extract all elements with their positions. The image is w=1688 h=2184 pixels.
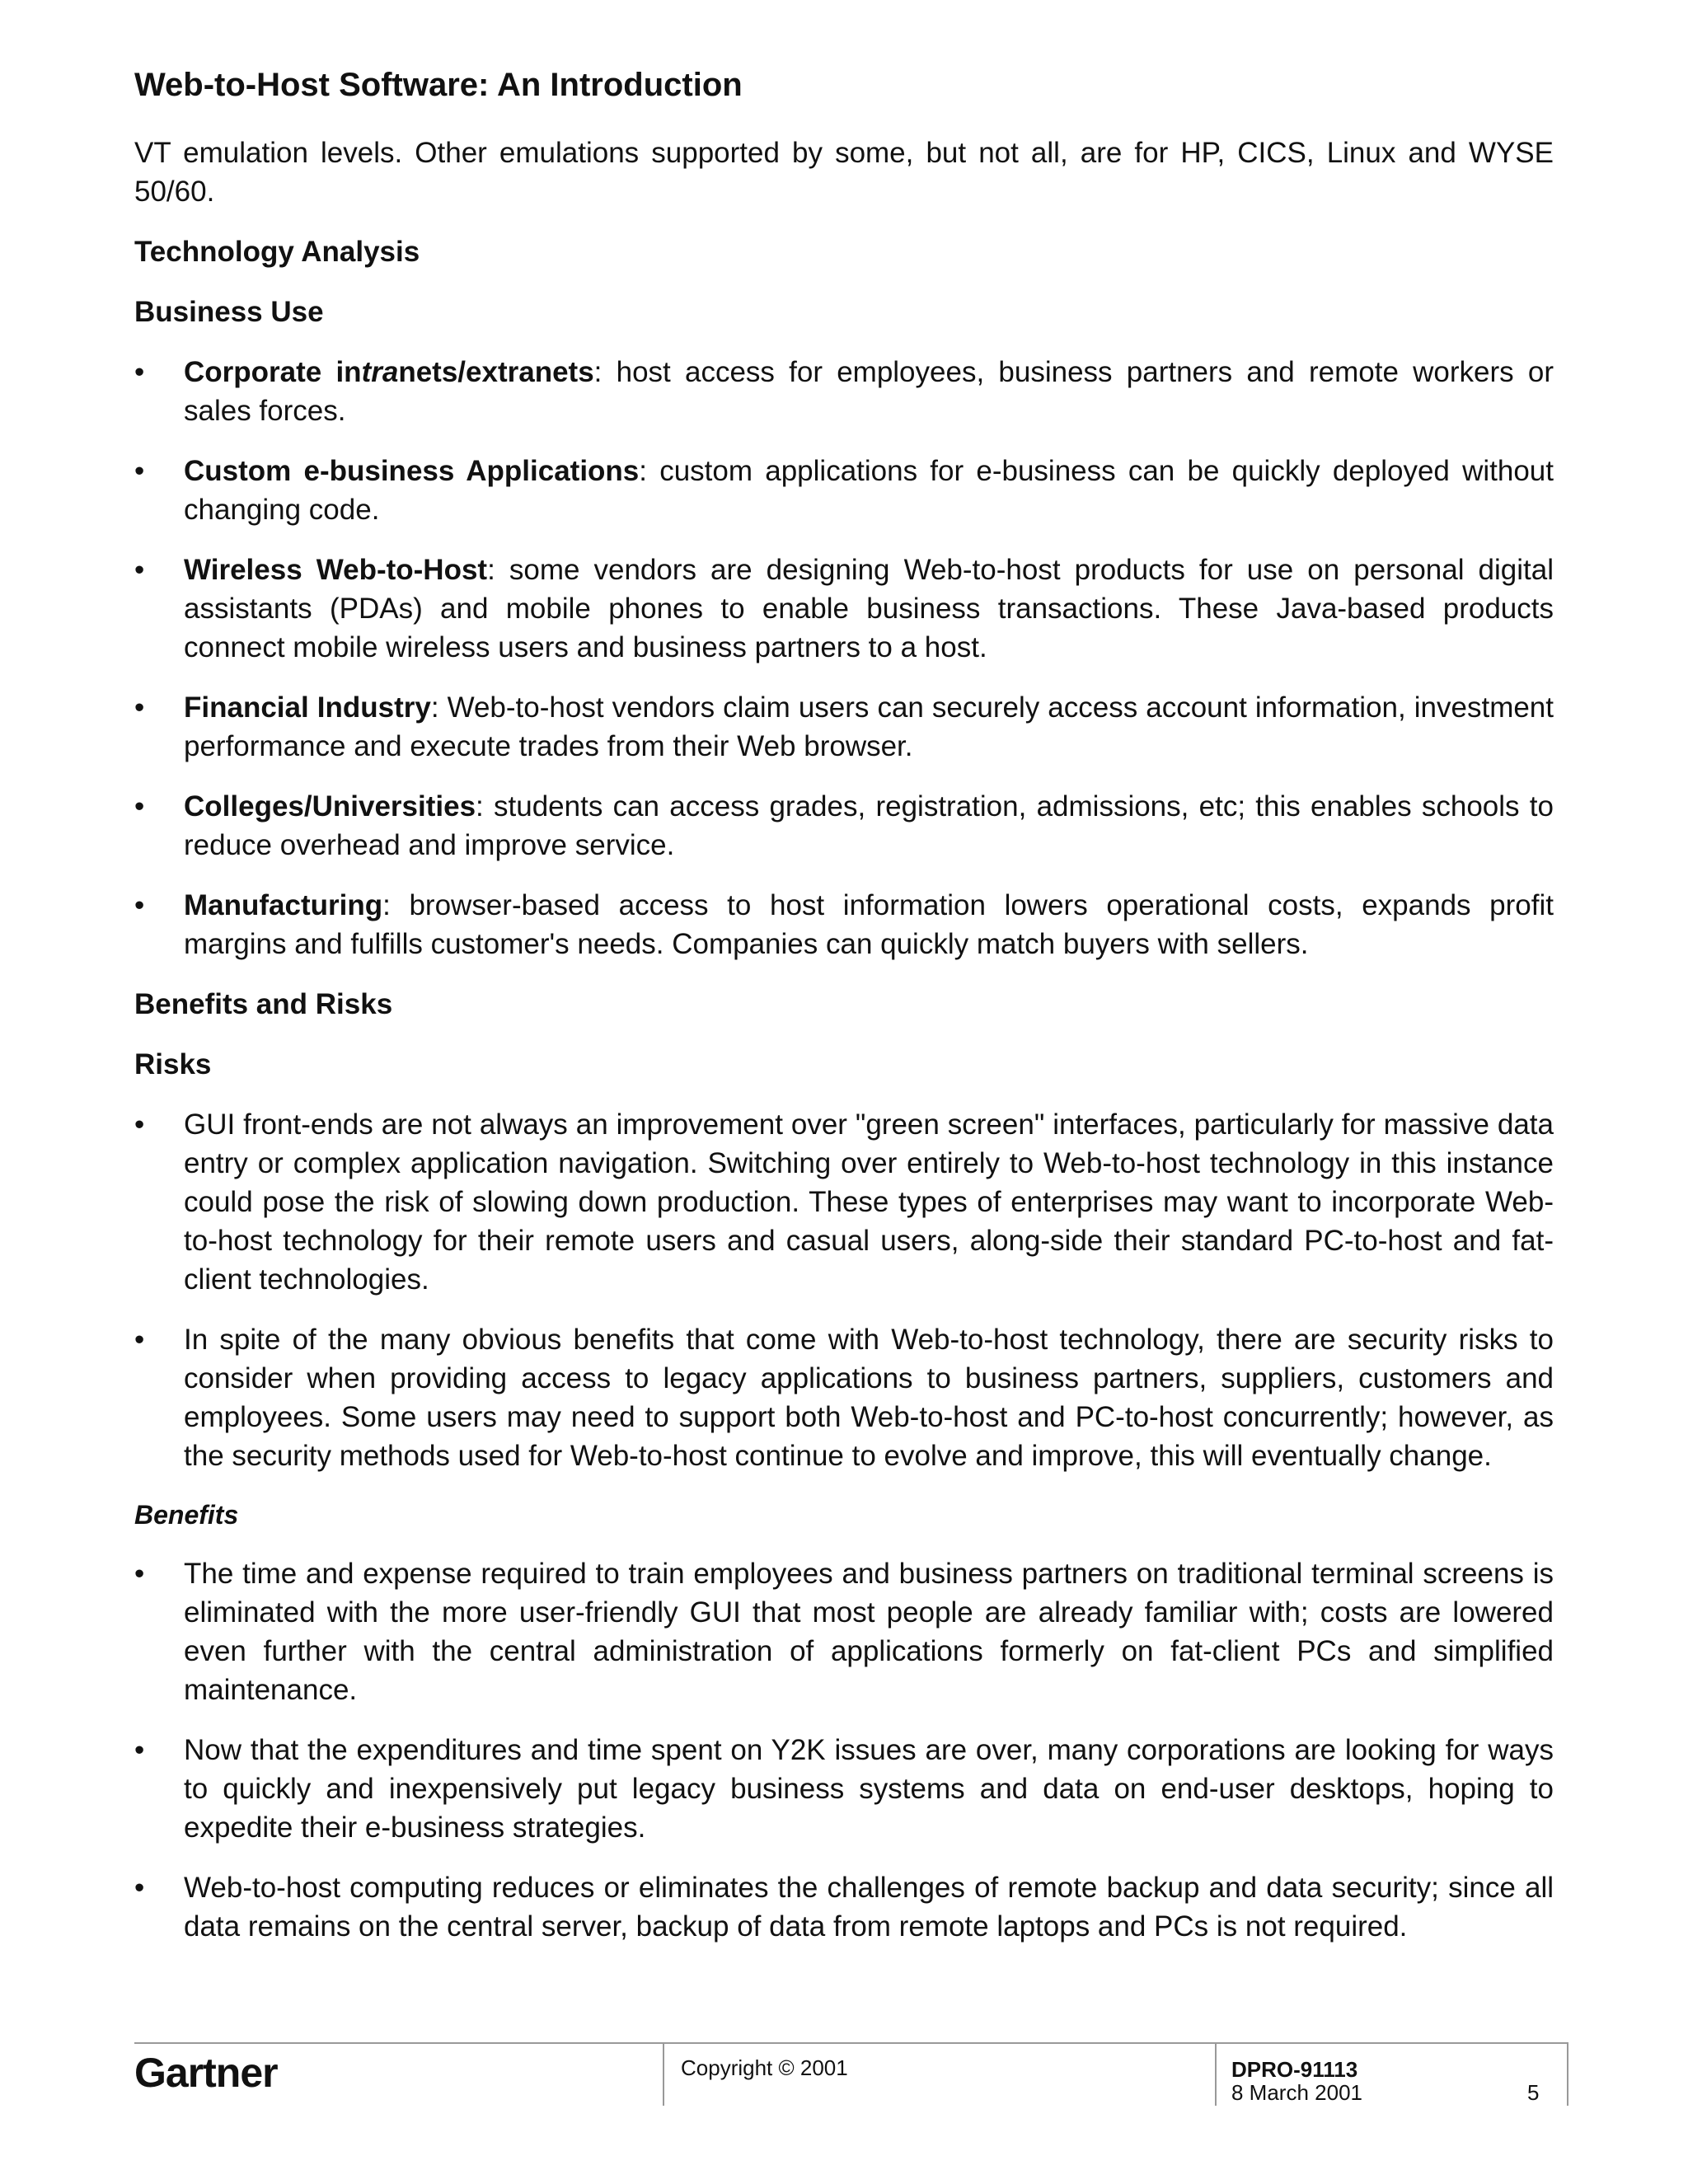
item-text: : custom applications for e-business can be quickly deployed without changing code. xyxy=(184,455,1554,526)
term-part: Corporate in xyxy=(184,356,362,388)
item-text: : browser-based access to host information lowers operational costs, expands profit margins and fulfills customer's needs. Companies can quickly match buyers with sellers. xyxy=(184,889,1554,960)
item-term: Colleges/Universities xyxy=(184,790,476,823)
bullet-icon: • xyxy=(134,1734,145,1766)
list-item xyxy=(134,886,1554,963)
footer-divider xyxy=(1215,2044,1217,2106)
bullet-icon: • xyxy=(134,1558,145,1590)
heading-benefits-and-risks: Benefits and Risks xyxy=(134,988,393,1020)
item-text: GUI front-ends are not always an improvement over "green screen" interfaces, particularly for massive data entry or complex application navigation. Switching over entirely to Web-to-host technology in this instance could pose the risk of slowing down production. These types of enterprises may want to incorporate Web-to-host technology for their remote users and casual users, along-side their standard PC-to-host and fat-client technologies. xyxy=(184,1108,1554,1296)
item-text: : some vendors are designing Web-to-host products for use on personal digital assistants (PDAs) and mobile phones to enable business transactions. These Java-based products connect mobile wireless users and business partners to a host. xyxy=(184,554,1554,663)
heading-risks: Risks xyxy=(134,1048,212,1080)
document-id: DPRO-91113 xyxy=(1231,2057,1358,2082)
list-item xyxy=(134,787,1554,865)
list-item xyxy=(134,1320,1554,1475)
copyright-text: Copyright © 2001 xyxy=(681,2055,848,2080)
list-item xyxy=(134,452,1554,529)
list-item xyxy=(134,551,1554,667)
bullet-icon: • xyxy=(134,889,145,921)
bullet-icon: • xyxy=(134,691,145,724)
heading-benefits: Benefits xyxy=(134,1500,239,1530)
item-term: Financial Industry xyxy=(184,691,431,724)
term-part-italic: tra xyxy=(361,356,399,388)
item-term: Custom e-business Applications xyxy=(184,455,640,487)
benefits-list xyxy=(134,1554,1554,1946)
heading-technology-analysis: Technology Analysis xyxy=(134,236,420,268)
item-text: : students can access grades, registration, admissions, etc; this enables schools to reduce overhead and improve service. xyxy=(184,790,1554,861)
footer-divider xyxy=(663,2044,664,2106)
bullet-icon: • xyxy=(134,1324,145,1356)
item-text: : Web-to-host vendors claim users can securely access account information, investment performance and execute trades from their Web browser. xyxy=(184,691,1554,762)
list-item xyxy=(134,688,1554,766)
bullet-icon: • xyxy=(134,455,145,487)
heading-business-use: Business Use xyxy=(134,296,324,328)
bullet-icon: • xyxy=(134,1872,145,1904)
list-item xyxy=(134,1868,1554,1946)
page-number: 5 xyxy=(1527,2080,1540,2105)
business-use-list xyxy=(134,353,1554,963)
list-item xyxy=(134,353,1554,430)
item-term: Wireless Web-to-Host xyxy=(184,554,488,586)
item-text: : host access for employees, business partners and remote workers or sales forces. xyxy=(184,356,1554,427)
gartner-logo: Gartner xyxy=(134,2050,278,2096)
item-text: Now that the expenditures and time spent on Y2K issues are over, many corporations are looking for ways to quickly and inexpensively put legacy business systems and data on end-user desktops, hoping to expedite their e-business strategies. xyxy=(184,1734,1554,1844)
footer-divider xyxy=(1567,2044,1568,2106)
risks-list xyxy=(134,1105,1554,1475)
document-date: 8 March 2001 xyxy=(1231,2080,1362,2105)
list-item xyxy=(134,1731,1554,1847)
item-term: Manufacturing xyxy=(184,889,383,921)
list-item xyxy=(134,1554,1554,1709)
bullet-icon: • xyxy=(134,554,145,586)
bullet-icon: • xyxy=(134,356,145,388)
item-term xyxy=(184,356,594,388)
intro-paragraph: VT emulation levels. Other emulations supported by some, but not all, are for HP, CICS, Linux and WYSE 50/60. xyxy=(134,137,1554,208)
item-text: In spite of the many obvious benefits that come with Web-to-host technology, there are security risks to consider when providing access to legacy applications to business partners, suppliers, customers and employees. Some users may need to support both Web-to-host and PC-to-host concurrently; however, as the security methods used for Web-to-host continue to evolve and improve, this will eventually change. xyxy=(184,1324,1554,1472)
document-body xyxy=(134,134,1554,1967)
term-part: nets/extranets xyxy=(398,356,594,388)
item-text: The time and expense required to train employees and business partners on traditional terminal screens is eliminated with the more user-friendly GUI that most people are already familiar with; costs are lowered even further with the central administration of applications formerly on fat-client PCs and simplified maintenance. xyxy=(184,1558,1554,1706)
bullet-icon: • xyxy=(134,1108,145,1141)
list-item xyxy=(134,1105,1554,1299)
item-text: Web-to-host computing reduces or eliminates the challenges of remote backup and data security; since all data remains on the central server, backup of data from remote laptops and PCs is not required. xyxy=(184,1872,1554,1943)
page-title: Web-to-Host Software: An Introduction xyxy=(134,67,743,103)
bullet-icon: • xyxy=(134,790,145,823)
page-footer xyxy=(134,2042,1568,2106)
